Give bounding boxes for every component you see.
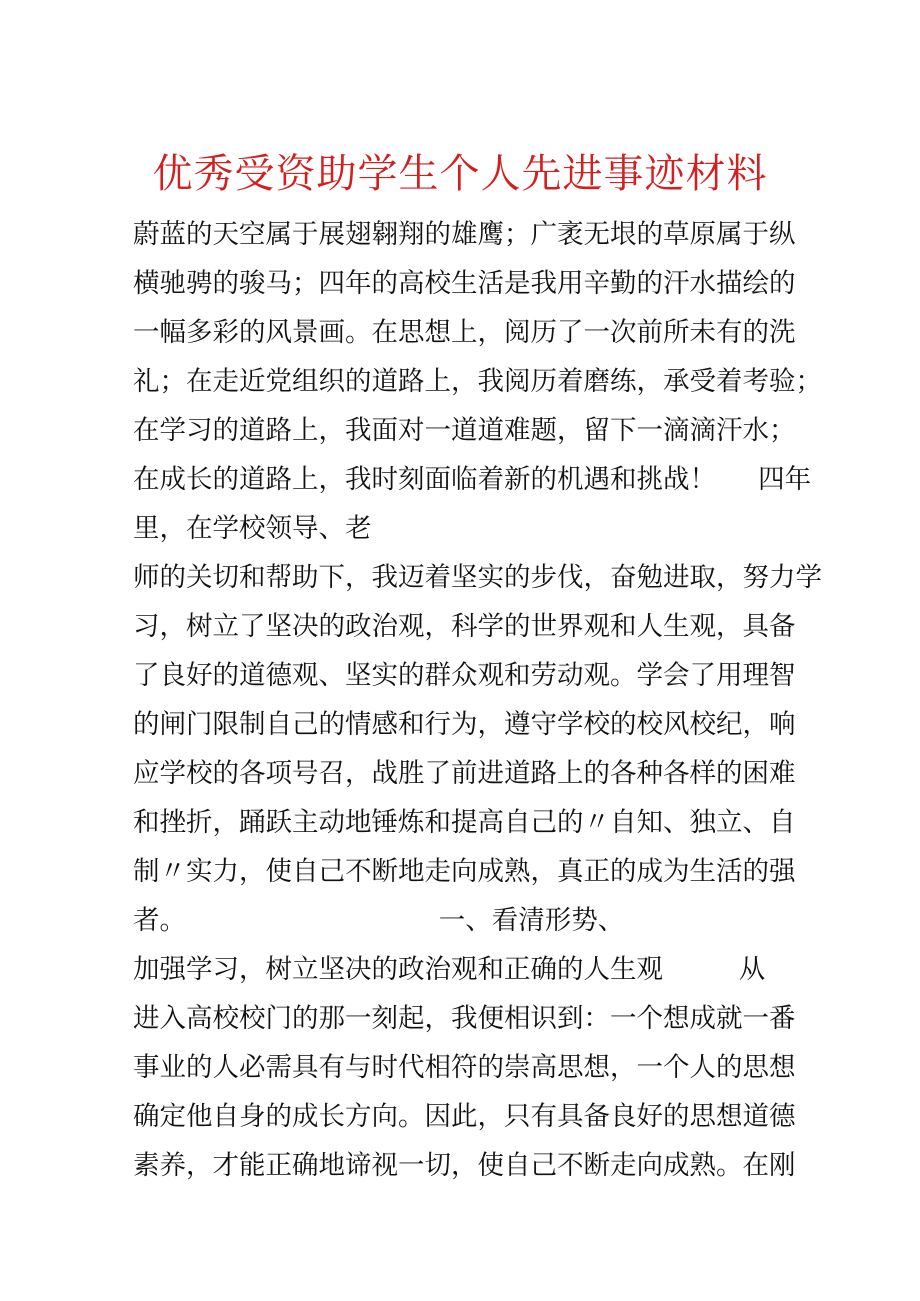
document-title: 优秀受资助学生个人先进事迹材料	[152, 151, 768, 197]
body-text-line: 习，树立了坚决的政治观，科学的世界观和人生观，具备	[133, 611, 796, 642]
body-text-line: 了良好的道德观、坚实的群众观和劳动观。学会了用理智	[133, 660, 796, 691]
body-text-line: 和挫折，踊跃主动地锤炼和提高自己的〃自知、独立、自	[133, 807, 796, 838]
body-text-line: 横驰骋的骏马；四年的高校生活是我用辛勤的汗水描绘的	[133, 268, 796, 299]
body-text-line: 师的关切和帮助下，我迈着坚实的步伐，奋勉进取，努力学	[133, 562, 822, 593]
body-text-line: 事业的人必需具有与时代相符的崇高思想，一个人的思想	[133, 1052, 796, 1083]
body-text-line: 蔚蓝的天空属于展翅翱翔的雄鹰；广袤无垠的草原属于纵	[133, 219, 796, 250]
body-text-line: 者。 一、看清形势、	[133, 905, 625, 936]
body-text-line: 里，在学校领导、老	[133, 513, 372, 544]
document-body	[133, 210, 822, 1190]
body-text-line: 在成长的道路上，我时刻面临着新的机遇和挑战！ 四年	[133, 464, 812, 495]
body-text-line: 一幅多彩的风景画。在思想上，阅历了一次前所未有的洗	[133, 317, 796, 348]
body-text-line: 制〃实力，使自己不断地走向成熟，真正的成为生活的强	[133, 856, 796, 887]
body-text-line: 进入高校校门的那一刻起，我便相识到：一个想成就一番	[133, 1003, 796, 1034]
body-text-line: 礼；在走近党组织的道路上，我阅历着磨练，承受着考验；	[133, 366, 822, 397]
body-text-line: 在学习的道路上，我面对一道道难题，留下一滴滴汗水；	[133, 415, 796, 446]
body-text-line: 加强学习，树立坚决的政治观和正确的人生观 从	[133, 954, 766, 985]
body-text-line: 应学校的各项号召，战胜了前进道路上的各种各样的困难	[133, 758, 796, 789]
body-text-line: 的闸门限制自己的情感和行为，遵守学校的校风校纪，响	[133, 709, 796, 740]
body-text-line: 确定他自身的成长方向。因此，只有具备良好的思想道德	[133, 1101, 796, 1132]
body-text-line: 素养，才能正确地谛视一切，使自己不断走向成熟。在刚	[133, 1150, 796, 1181]
